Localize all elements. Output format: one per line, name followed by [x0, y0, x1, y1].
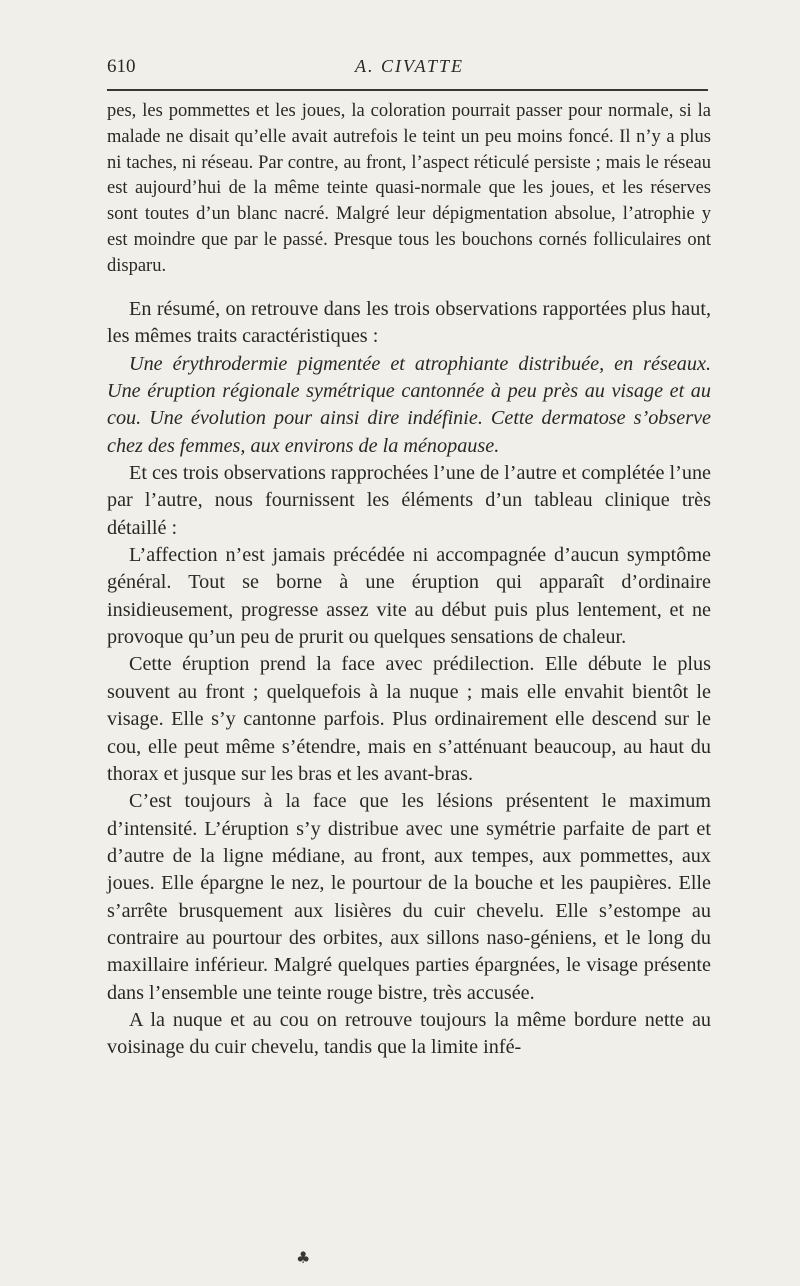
eruption-location-paragraph: Cette éruption prend la face avec prédilection. Elle débute le plus souvent au front ; quelquefois à la nuque ; mais elle envahit bientôt le visage. Elle s’y cantonne parfois. Plus ordinairement elle descend sur le cou, elle peut même s’étendre, mais en s’atténuant beaucoup, au haut du thorax et jusque sur les bras et les avant-bras.	[107, 653, 711, 785]
neck-paragraph: A la nuque et au cou on retrouve toujours la même bordure nette au voisinage du cuir chevelu, tandis que la limite infé-	[107, 1008, 711, 1059]
page-number: 610	[107, 56, 136, 77]
summary-italic-paragraph: Une érythrodermie pigmentée et atrophiante distribuée, en réseaux. Une éruption régionale symétrique cantonnée à peu près au visage et au cou. Une évolution pour ainsi dire indéfinie. Cette dermatose s’observe chez des femmes, aux environs de la ménopause.	[107, 352, 711, 457]
page-header	[107, 56, 707, 84]
clinical-picture-paragraph: Et ces trois observations rapprochées l’une de l’autre et complétée l’une par l’autre, nous fournissent les éléments d’un tableau clinique très détaillé :	[107, 462, 711, 539]
header-rule	[107, 89, 708, 91]
face-lesions-paragraph: C’est toujours à la face que les lésions présentent le maximum d’intensité. L’éruption s’y distribue avec une symétrie parfaite de part et d’autre de la ligne médiane, au front, aux tempes, aux pommettes, aux joues. Elle épargne le nez, le pourtour de la bouche et les paupières. Elle s’arrête brusquement aux lisières du cuir chevelu. Elle s’estompe au contraire au pourtour des orbites, aux sillons naso-géniens, et le long du maxillaire inférieur. Malgré quelques parties épargnées, le visage présente dans l’ensemble une teinte rouge bistre, très accusée.	[107, 790, 711, 1004]
printer-mark-icon: ♣	[296, 1248, 311, 1267]
onset-paragraph: L’affection n’est jamais précédée ni accompagnée d’aucun symptôme général. Tout se borne à une éruption qui apparaît d’ordinaire insidieusement, progresse assez vite au début puis plus lentement, et ne provoque qu’un peu de prurit ou quelques sensations de chaleur.	[107, 544, 711, 649]
body-text	[107, 296, 711, 1062]
running-head: A. CIVATTE	[355, 56, 464, 76]
summary-intro-paragraph: En résumé, on retrouve dans les trois observations rapportées plus haut, les mêmes traits caractéristiques :	[107, 298, 711, 348]
case-report-paragraph: pes, les pommettes et les joues, la coloration pourrait passer pour normale, si la malade ne disait qu’elle avait autrefois le teint un peu moins foncé. Il n’y a plus ni taches, ni réseau. Par contre, au front, l’aspect réticulé persiste ; mais le réseau est aujourd’hui de la même teinte quasi-normale que les joues, et les réserves sont toutes d’un blanc nacré. Malgré leur dépigmentation absolue, l’atrophie y est moindre que par le passé. Presque tous les bouchons cornés folliculaires ont disparu.	[107, 101, 711, 276]
